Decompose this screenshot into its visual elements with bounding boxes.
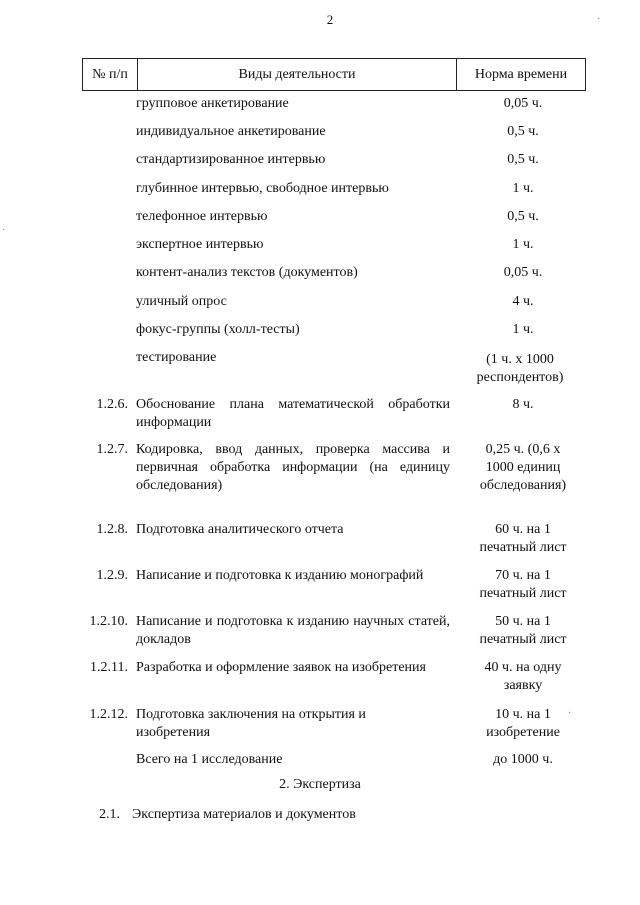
section-title: 2. Экспертиза bbox=[279, 777, 361, 792]
norm-value: 0,5 ч. bbox=[507, 209, 539, 224]
item-number: 1.2.7. bbox=[96, 442, 128, 457]
activity-text: Обоснование плана математической обработки информации bbox=[136, 397, 450, 430]
norm-value: 1 ч. bbox=[512, 237, 534, 252]
norm-value: 0,5 ч. bbox=[507, 152, 539, 167]
norm-value: 0,05 ч. bbox=[503, 96, 543, 111]
norm-value: 50 ч. на 1 печатный лист bbox=[479, 614, 567, 647]
norm-value: 40 ч. на одну заявку bbox=[484, 660, 562, 693]
activity-text: контент-анализ текстов (документов) bbox=[136, 265, 358, 280]
norm-value: 1 ч. bbox=[512, 181, 534, 196]
activity-text: экспертное интервью bbox=[136, 237, 264, 252]
activity-text: фокус-группы (холл-тесты) bbox=[136, 322, 300, 337]
activity-text: Подготовка аналитического отчета bbox=[136, 522, 344, 537]
activity-text: стандартизированное интервью bbox=[136, 152, 326, 167]
activity-text: Экспертиза материалов и документов bbox=[132, 807, 356, 822]
activity-text: Написание и подготовка к изданию монографий bbox=[136, 568, 424, 583]
page-number: 2 bbox=[326, 12, 334, 27]
scan-speck: · bbox=[2, 225, 6, 236]
activity-text: глубинное интервью, свободное интервью bbox=[136, 181, 389, 196]
norm-value: 0,5 ч. bbox=[507, 124, 539, 139]
item-number: 1.2.6. bbox=[96, 397, 128, 412]
total-value: до 1000 ч. bbox=[493, 752, 553, 767]
activity-text: групповое анкетирование bbox=[136, 96, 289, 111]
activity-text: телефонное интервью bbox=[136, 209, 268, 224]
item-number: 1.2.9. bbox=[96, 568, 128, 583]
total-label: Всего на 1 исследование bbox=[136, 752, 283, 767]
activity-text: индивидуальное анкетирование bbox=[136, 124, 326, 139]
scan-speck: · bbox=[597, 14, 601, 25]
item-number: 1.2.10. bbox=[89, 614, 128, 629]
norm-value: 60 ч. на 1 печатный лист bbox=[479, 522, 567, 555]
norm-value: 70 ч. на 1 печатный лист bbox=[479, 568, 567, 601]
norm-value: 8 ч. bbox=[512, 397, 534, 412]
norm-value: 4 ч. bbox=[512, 294, 534, 309]
table-header bbox=[82, 58, 586, 91]
item-number: 2.1. bbox=[99, 807, 120, 822]
item-number: 1.2.11. bbox=[90, 660, 128, 675]
norm-value: 0,05 ч. bbox=[503, 265, 543, 280]
norm-value: (1 ч. х 1000 респондентов) bbox=[476, 352, 564, 385]
scan-speck: · bbox=[568, 708, 572, 719]
item-number: 1.2.8. bbox=[96, 522, 128, 537]
activity-text: Кодировка, ввод данных, проверка массива и первичная обработка информации (на единицу обследования) bbox=[136, 442, 450, 493]
activity-text: Написание и подготовка к изданию научных статей, докладов bbox=[136, 614, 450, 647]
activity-text: уличный опрос bbox=[136, 294, 227, 309]
activity-text: Разработка и оформление заявок на изобретения bbox=[136, 660, 426, 675]
norm-value: 10 ч. на 1 изобретение bbox=[486, 707, 560, 740]
header-activity: Виды деятельности bbox=[138, 59, 457, 90]
item-number: 1.2.12. bbox=[89, 707, 128, 722]
header-number: № п/п bbox=[83, 59, 138, 90]
norm-value: 1 ч. bbox=[512, 322, 534, 337]
header-norm: Норма времени bbox=[474, 66, 568, 82]
norm-value: 0,25 ч. (0,6 х 1000 единиц обследования) bbox=[479, 442, 567, 493]
activity-text: Подготовка заключения на открытия и изобретения bbox=[136, 707, 366, 740]
activity-text: тестирование bbox=[136, 350, 217, 365]
